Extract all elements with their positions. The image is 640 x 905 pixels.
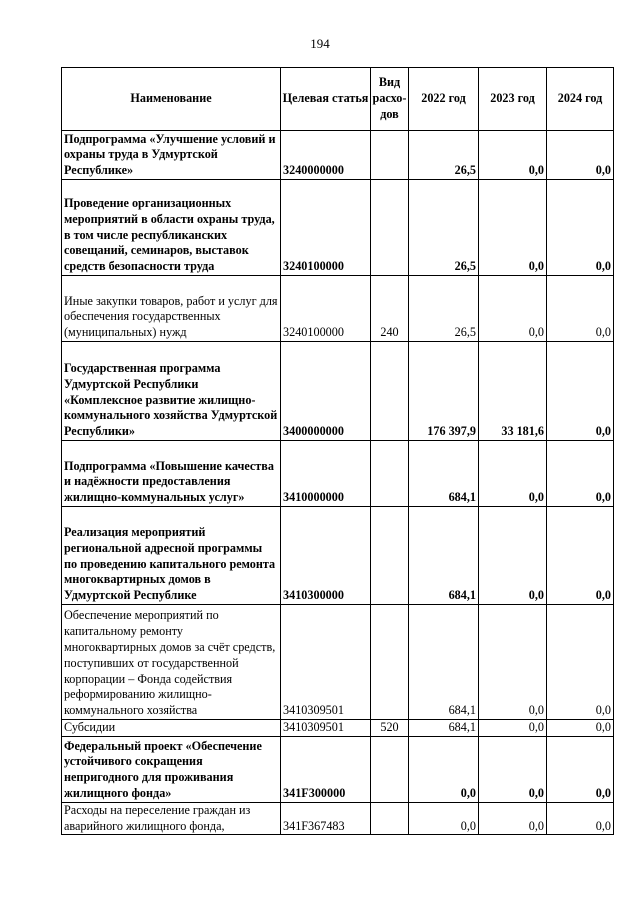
row-2024: 0,0 xyxy=(547,605,614,720)
table-row xyxy=(62,802,614,835)
table-row xyxy=(62,736,614,802)
row-2022: 26,5 xyxy=(409,276,479,342)
table-row xyxy=(62,180,614,276)
table-header-row xyxy=(62,68,614,131)
row-2023: 0,0 xyxy=(479,180,547,276)
table-row xyxy=(62,276,614,342)
row-code: 341F367483 xyxy=(281,802,371,835)
row-vid: 240 xyxy=(371,276,409,342)
row-2023: 33 181,6 xyxy=(479,342,547,441)
row-vid xyxy=(371,507,409,605)
row-name: Подпрограмма «Улучшение условий и охраны труда в Удмуртской Республике» xyxy=(62,131,281,180)
row-2024: 0,0 xyxy=(547,736,614,802)
row-code: 3410309501 xyxy=(281,720,371,737)
row-name: Реализация мероприятий региональной адресной программы по проведению капитального ремонта многоквартирных домов в Удмуртской Республике xyxy=(62,507,281,605)
row-2024: 0,0 xyxy=(547,802,614,835)
row-2022: 0,0 xyxy=(409,736,479,802)
row-vid xyxy=(371,180,409,276)
row-name: Субсидии xyxy=(62,720,281,737)
row-code: 3240100000 xyxy=(281,276,371,342)
row-name: Расходы на переселение граждан из аварийного жилищного фонда, xyxy=(62,802,281,835)
table-row xyxy=(62,507,614,605)
row-2023: 0,0 xyxy=(479,720,547,737)
row-2022: 684,1 xyxy=(409,441,479,507)
page-number: 194 xyxy=(310,36,330,51)
row-2023: 0,0 xyxy=(479,131,547,180)
header-name: Наименование xyxy=(62,68,281,131)
row-name: Подпрограмма «Повышение качества и надёжности предоставления жилищно-коммунальных услуг» xyxy=(62,441,281,507)
row-vid xyxy=(371,802,409,835)
budget-table xyxy=(61,67,614,835)
table-row xyxy=(62,342,614,441)
row-vid xyxy=(371,736,409,802)
row-2024: 0,0 xyxy=(547,131,614,180)
row-code: 3240000000 xyxy=(281,131,371,180)
row-2024: 0,0 xyxy=(547,720,614,737)
header-2024: 2024 год xyxy=(547,68,614,131)
row-code: 3240100000 xyxy=(281,180,371,276)
table-row xyxy=(62,131,614,180)
row-name: Проведение организационных мероприятий в области охраны труда, в том числе республиканских совещаний, семинаров, выставок средств безопасности труда xyxy=(62,180,281,276)
row-2022: 0,0 xyxy=(409,802,479,835)
row-2023: 0,0 xyxy=(479,507,547,605)
row-code: 3400000000 xyxy=(281,342,371,441)
row-2023: 0,0 xyxy=(479,441,547,507)
header-2022: 2022 год xyxy=(409,68,479,131)
row-code: 3410300000 xyxy=(281,507,371,605)
table-row xyxy=(62,720,614,737)
row-code: 3410309501 xyxy=(281,605,371,720)
row-2024: 0,0 xyxy=(547,276,614,342)
row-code: 341F300000 xyxy=(281,736,371,802)
row-vid xyxy=(371,342,409,441)
header-code: Целевая статья xyxy=(281,68,371,131)
row-name: Государственная программа Удмуртской Республики «Комплексное развитие жилищно-коммунального хозяйства Удмуртской Республики» xyxy=(62,342,281,441)
row-name: Иные закупки товаров, работ и услуг для обеспечения государственных (муниципальных) нужд xyxy=(62,276,281,342)
row-2024: 0,0 xyxy=(547,441,614,507)
row-name: Обеспечение мероприятий по капитальному ремонту многоквартирных домов за счёт средств, поступивших от государственной корпорации – Фонда содействия реформированию жилищно-коммунального хозяйства xyxy=(62,605,281,720)
table-row xyxy=(62,441,614,507)
row-2022: 684,1 xyxy=(409,720,479,737)
row-2022: 176 397,9 xyxy=(409,342,479,441)
row-vid: 520 xyxy=(371,720,409,737)
row-2024: 0,0 xyxy=(547,342,614,441)
row-code: 3410000000 xyxy=(281,441,371,507)
table-row xyxy=(62,605,614,720)
header-2023: 2023 год xyxy=(479,68,547,131)
row-2024: 0,0 xyxy=(547,180,614,276)
row-2022: 684,1 xyxy=(409,605,479,720)
row-2022: 684,1 xyxy=(409,507,479,605)
header-vid: Вид расхо-дов xyxy=(371,68,409,131)
row-2023: 0,0 xyxy=(479,276,547,342)
row-name: Федеральный проект «Обеспечение устойчивого сокращения непригодного для проживания жилищного фонда» xyxy=(62,736,281,802)
row-2023: 0,0 xyxy=(479,605,547,720)
row-vid xyxy=(371,605,409,720)
row-2024: 0,0 xyxy=(547,507,614,605)
row-vid xyxy=(371,131,409,180)
row-2022: 26,5 xyxy=(409,131,479,180)
row-2023: 0,0 xyxy=(479,736,547,802)
row-2022: 26,5 xyxy=(409,180,479,276)
row-2023: 0,0 xyxy=(479,802,547,835)
row-vid xyxy=(371,441,409,507)
